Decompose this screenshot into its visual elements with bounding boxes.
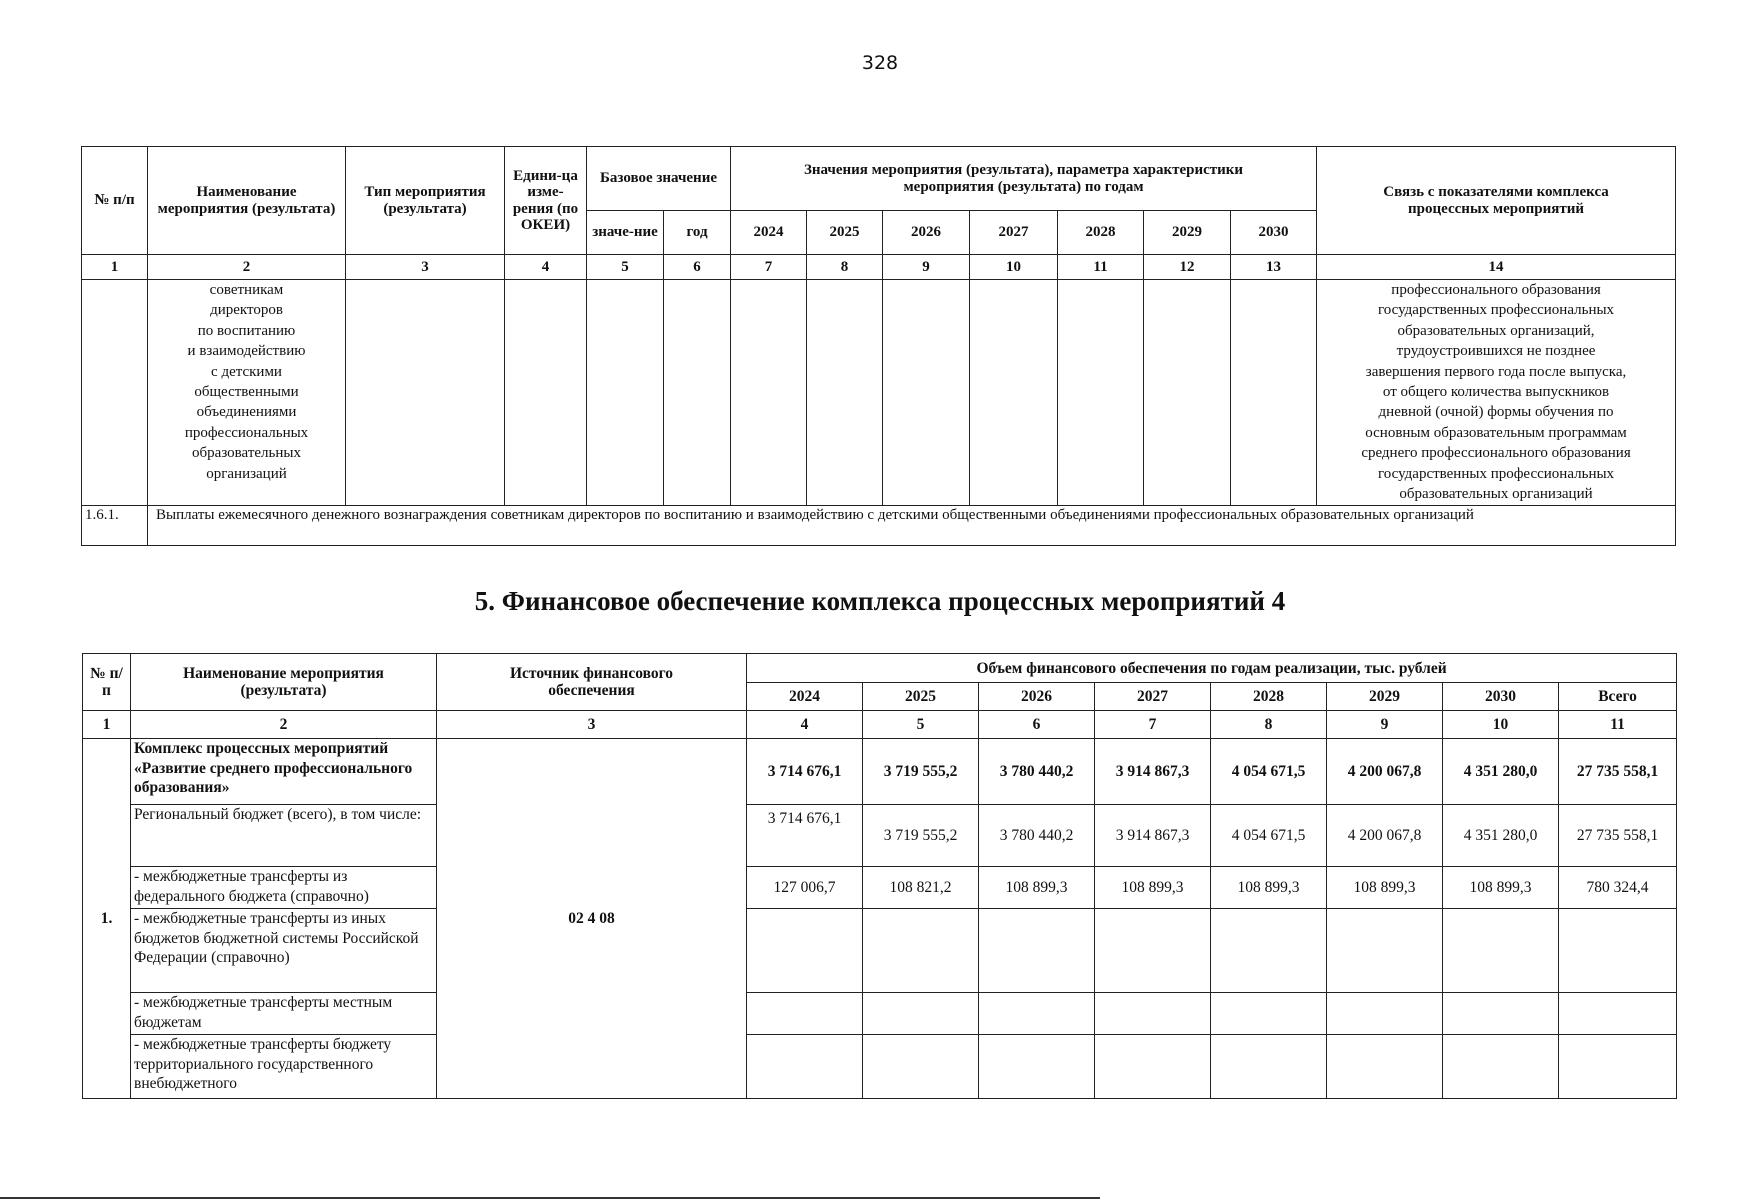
value-cell xyxy=(863,1035,979,1099)
bottom-rule xyxy=(0,1197,1100,1199)
cell-empty xyxy=(82,280,148,506)
total-cell: 27 735 558,1 xyxy=(1559,739,1677,805)
value-cell: 3 914 867,3 xyxy=(1095,805,1211,867)
header-num: № п/п xyxy=(82,147,148,255)
header-year: 2026 xyxy=(979,683,1095,711)
column-number: 2 xyxy=(148,255,346,280)
row-name: Региональный бюджет (всего), в том числе: xyxy=(131,805,437,867)
cell-empty xyxy=(1058,280,1144,506)
value-cell: 108 821,2 xyxy=(863,867,979,909)
financing-table xyxy=(82,653,1677,1099)
column-number: 7 xyxy=(1095,711,1211,739)
value-cell xyxy=(979,909,1095,993)
value-cell xyxy=(1327,993,1443,1035)
header-year: 2024 xyxy=(747,683,863,711)
row-name: - межбюджетные трансферты из иных бюджетов бюджетной системы Российской Федерации (справочно) xyxy=(131,909,437,993)
header-name: Наименование мероприятия (результата) xyxy=(131,654,437,711)
column-number: 8 xyxy=(807,255,883,280)
value-cell xyxy=(1095,1035,1211,1099)
header-year: 2027 xyxy=(1095,683,1211,711)
total-cell xyxy=(1559,909,1677,993)
column-number: 2 xyxy=(131,711,437,739)
header-year: 2030 xyxy=(1443,683,1559,711)
value-cell xyxy=(1327,909,1443,993)
header-year: 2025 xyxy=(807,211,883,255)
continued-name-cell: советникам директоров по воспитанию и взаимодействию с детскими общественными объединениями профессиональных образовательных организаций xyxy=(148,280,346,506)
value-cell: 4 351 280,0 xyxy=(1443,805,1559,867)
value-cell xyxy=(1211,1035,1327,1099)
continued-link-cell: профессионального образования государственных профессиональных образовательных организаций, трудоустроившихся не позднее завершения первого года после выпуска, от общего количества выпускников дневной (очной) формы обучения по основным образовательным программам среднего профессионального образования государственных профессиональных образовательных организаций xyxy=(1317,280,1676,506)
header-base-value: значе-ние xyxy=(587,211,664,255)
header-source: Источник финансового обеспечения xyxy=(437,654,747,711)
cell-empty xyxy=(731,280,807,506)
cell-empty xyxy=(664,280,731,506)
total-cell xyxy=(1559,993,1677,1035)
column-number: 7 xyxy=(731,255,807,280)
value-cell: 3 914 867,3 xyxy=(1095,739,1211,805)
header-year: 2024 xyxy=(731,211,807,255)
header-base-year: год xyxy=(664,211,731,255)
column-number: 5 xyxy=(587,255,664,280)
row-name: - межбюджетные трансферты бюджету территориального государственного внебюджетного xyxy=(131,1035,437,1099)
column-number: 13 xyxy=(1231,255,1317,280)
value-cell: 4 351 280,0 xyxy=(1443,739,1559,805)
header-year: 2029 xyxy=(1144,211,1231,255)
section-title: 5. Финансовое обеспечение комплекса процессных мероприятий 4 xyxy=(474,586,1286,616)
column-number: 9 xyxy=(1327,711,1443,739)
value-cell: 3 714 676,1 xyxy=(747,739,863,805)
column-number: 9 xyxy=(883,255,970,280)
header-volume: Объем финансового обеспечения по годам реализации, тыс. рублей xyxy=(747,654,1677,683)
header-name: Наименование мероприятия (результата) xyxy=(148,147,346,255)
column-number: 8 xyxy=(1211,711,1327,739)
header-year: 2028 xyxy=(1211,683,1327,711)
row-number: 1.6.1. xyxy=(82,506,148,546)
row-name: - межбюджетные трансферты из федерального бюджета (справочно) xyxy=(131,867,437,909)
page-number: 328 xyxy=(861,52,899,74)
header-year: 2026 xyxy=(883,211,970,255)
column-number: 3 xyxy=(346,255,505,280)
value-cell xyxy=(1443,993,1559,1035)
value-cell xyxy=(863,993,979,1035)
value-cell xyxy=(1211,909,1327,993)
column-number: 10 xyxy=(1443,711,1559,739)
results-table xyxy=(81,146,1676,546)
cell-empty xyxy=(807,280,883,506)
cell-empty xyxy=(346,280,505,506)
value-cell xyxy=(1211,993,1327,1035)
value-cell: 4 054 671,5 xyxy=(1211,805,1327,867)
row-text: Выплаты ежемесячного денежного вознаграждения советникам директоров по воспитанию и взаимодействию с детскими общественными объединениями профессиональных образовательных организаций xyxy=(148,506,1676,546)
column-number: 3 xyxy=(437,711,747,739)
column-number: 12 xyxy=(1144,255,1231,280)
column-number: 4 xyxy=(747,711,863,739)
value-cell: 4 200 067,8 xyxy=(1327,805,1443,867)
value-cell xyxy=(1443,909,1559,993)
value-cell: 4 054 671,5 xyxy=(1211,739,1327,805)
row-number: 1. xyxy=(83,739,131,1099)
header-total: Всего xyxy=(1559,683,1677,711)
header-year: 2027 xyxy=(970,211,1058,255)
value-cell xyxy=(747,993,863,1035)
cell-empty xyxy=(970,280,1058,506)
value-cell xyxy=(979,993,1095,1035)
value-cell: 3 780 440,2 xyxy=(979,739,1095,805)
row-name: - межбюджетные трансферты местным бюджетам xyxy=(131,993,437,1035)
value-cell xyxy=(1443,1035,1559,1099)
source-code: 02 4 08 xyxy=(437,739,747,1099)
header-year: 2028 xyxy=(1058,211,1144,255)
value-cell: 3 714 676,1 xyxy=(747,805,863,867)
header-year: 2025 xyxy=(863,683,979,711)
value-cell: 108 899,3 xyxy=(979,867,1095,909)
row-name: Комплекс процессных мероприятий «Развитие среднего профессионального образования» xyxy=(131,739,437,805)
column-number: 4 xyxy=(505,255,587,280)
value-cell: 108 899,3 xyxy=(1211,867,1327,909)
value-cell: 127 006,7 xyxy=(747,867,863,909)
header-num: № п/п xyxy=(83,654,131,711)
value-cell: 3 719 555,2 xyxy=(863,805,979,867)
column-number: 11 xyxy=(1058,255,1144,280)
cell-empty xyxy=(883,280,970,506)
value-cell: 108 899,3 xyxy=(1095,867,1211,909)
total-cell xyxy=(1559,1035,1677,1099)
header-base: Базовое значение xyxy=(587,147,731,211)
header-unit: Едини-ца изме-рения (по ОКЕИ) xyxy=(505,147,587,255)
value-cell: 3 719 555,2 xyxy=(863,739,979,805)
cell-empty xyxy=(1144,280,1231,506)
column-number: 10 xyxy=(970,255,1058,280)
header-type: Тип мероприятия (результата) xyxy=(346,147,505,255)
header-year: 2030 xyxy=(1231,211,1317,255)
value-cell: 3 780 440,2 xyxy=(979,805,1095,867)
value-cell xyxy=(1095,993,1211,1035)
cell-empty xyxy=(587,280,664,506)
value-cell: 108 899,3 xyxy=(1327,867,1443,909)
header-link: Связь с показателями комплекса процессных мероприятий xyxy=(1317,147,1676,255)
header-values-by-year: Значения мероприятия (результата), параметра характеристики мероприятия (результата) по годам xyxy=(731,147,1317,211)
header-year: 2029 xyxy=(1327,683,1443,711)
column-number: 1 xyxy=(82,255,148,280)
cell-empty xyxy=(505,280,587,506)
column-number: 5 xyxy=(863,711,979,739)
value-cell xyxy=(747,909,863,993)
value-cell xyxy=(979,1035,1095,1099)
column-number: 11 xyxy=(1559,711,1677,739)
column-number: 6 xyxy=(664,255,731,280)
column-number: 6 xyxy=(979,711,1095,739)
column-number: 14 xyxy=(1317,255,1676,280)
value-cell xyxy=(1095,909,1211,993)
value-cell: 4 200 067,8 xyxy=(1327,739,1443,805)
column-number: 1 xyxy=(83,711,131,739)
value-cell xyxy=(1327,1035,1443,1099)
value-cell xyxy=(747,1035,863,1099)
total-cell: 27 735 558,1 xyxy=(1559,805,1677,867)
cell-empty xyxy=(1231,280,1317,506)
value-cell: 108 899,3 xyxy=(1443,867,1559,909)
total-cell: 780 324,4 xyxy=(1559,867,1677,909)
value-cell xyxy=(863,909,979,993)
